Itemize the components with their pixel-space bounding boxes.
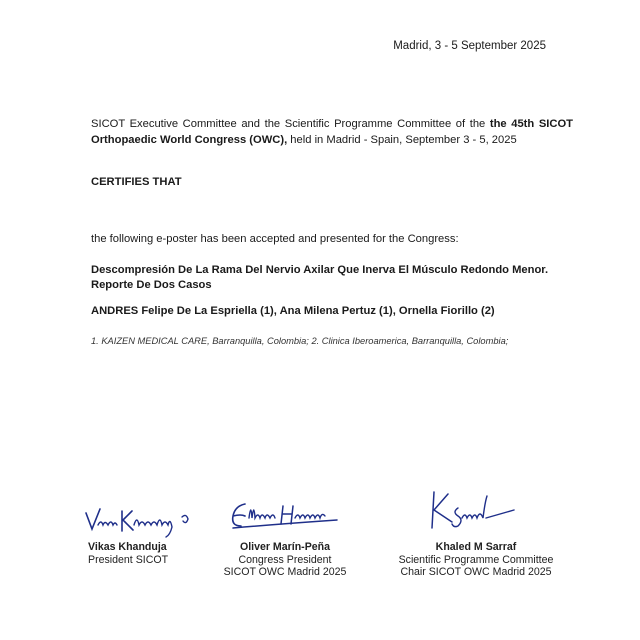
certificate-intro — [91, 116, 573, 148]
signatory-name: Vikas Khanduja — [88, 541, 167, 553]
signatory-sarraf — [390, 541, 562, 579]
certificate-date: Madrid, 3 - 5 September 2025 — [393, 40, 546, 52]
accepted-statement: the following e-poster has been accepted and presented for the Congress: — [91, 233, 459, 245]
author-affiliations: 1. KAIZEN MEDICAL CARE, Barranquilla, Colombia; 2. Clinica Iberoamerica, Barranquilla, Colombia; — [91, 336, 509, 346]
poster-authors: ANDRES Felipe De La Espriella (1), Ana Milena Pertuz (1), Ornella Fiorillo (2) — [91, 305, 495, 317]
signature-khanduja — [84, 503, 194, 539]
signatory-role: President SICOT — [88, 553, 169, 566]
signature-sarraf — [424, 488, 524, 536]
signatory-marin — [200, 541, 370, 579]
signature-marin — [229, 498, 341, 534]
intro-prefix: SICOT Executive Committee and the Scientific Programme Committee of the — [91, 118, 490, 130]
congress-name: the 45th SICOT Orthopaedic World Congress (OWC), — [91, 118, 574, 146]
intro-suffix: held in Madrid - Spain, September 3 - 5, 2025 — [287, 134, 517, 146]
signatory-name: Oliver Marín-Peña — [239, 541, 331, 553]
poster-title: Descompresión De La Rama Del Nervio Axilar Que Inerva El Músculo Redondo Menor. Reporte De Dos Casos — [91, 264, 549, 291]
signatory-name: Khaled M Sarraf — [435, 541, 517, 553]
signatory-khanduja — [88, 541, 168, 566]
certifies-heading: CERTIFIES THAT — [91, 176, 182, 188]
signatory-role-2: Chair SICOT OWC Madrid 2025 — [400, 566, 552, 579]
signatory-role: Congress President — [238, 553, 332, 566]
signatory-role-2: SICOT OWC Madrid 2025 — [223, 566, 347, 579]
signatory-role: Scientific Programme Committee — [398, 553, 554, 566]
